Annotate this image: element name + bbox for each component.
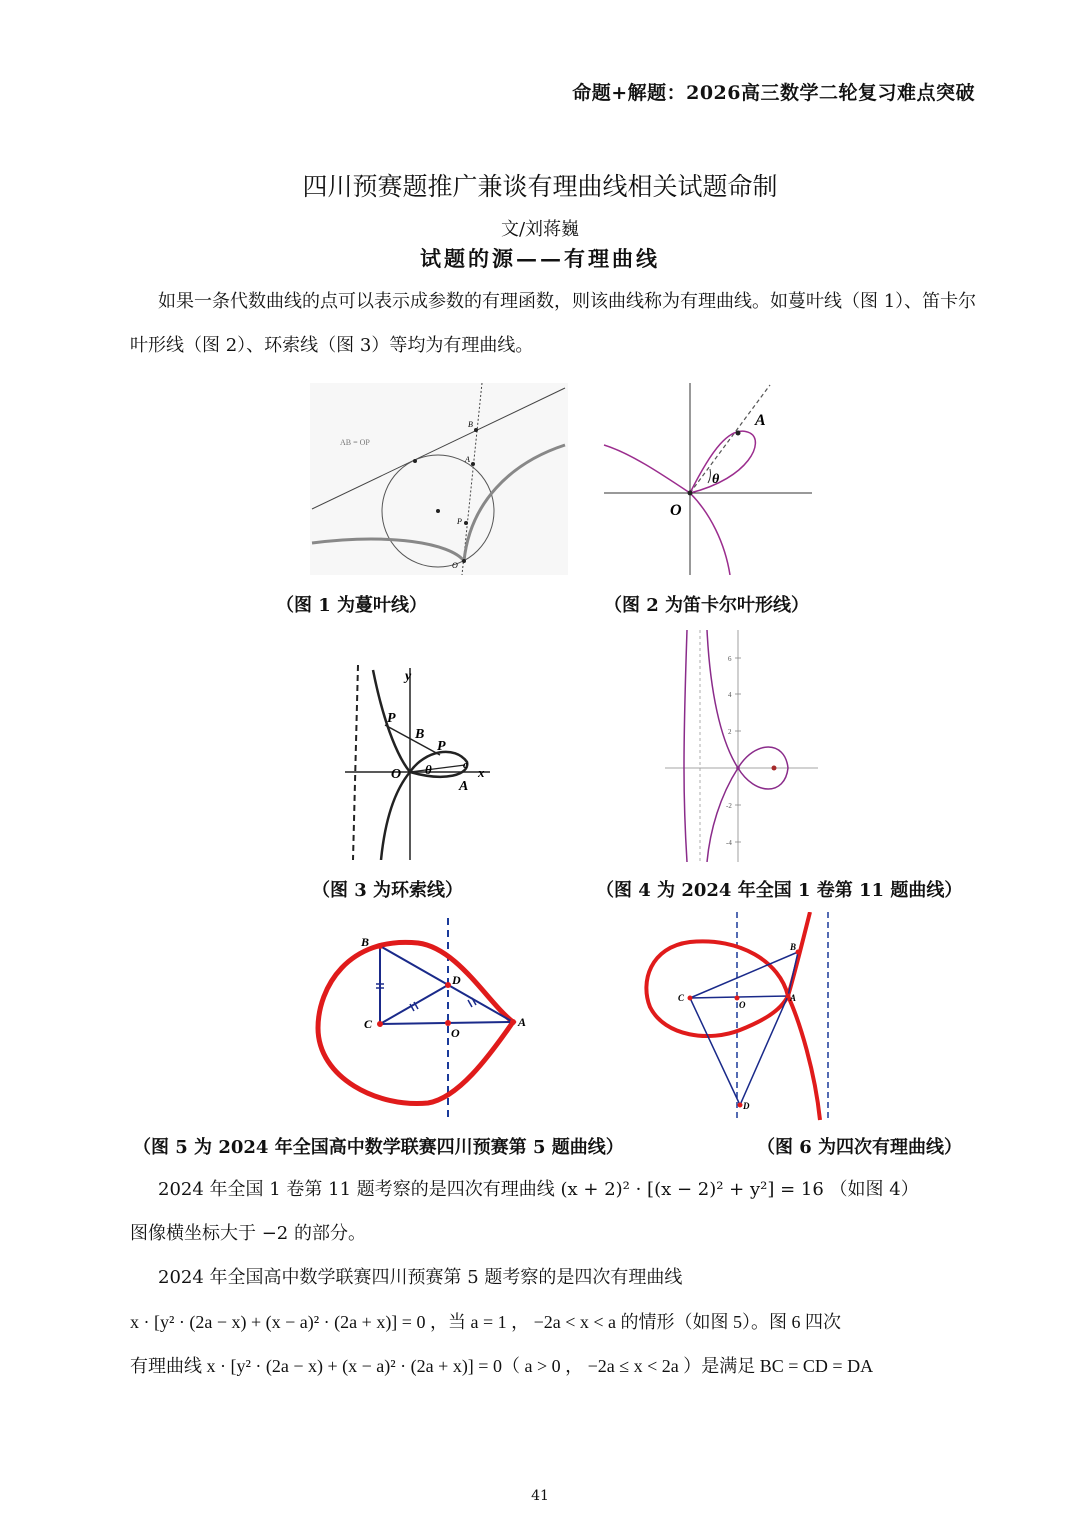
page-number: 41	[531, 1488, 549, 1504]
svg-text:-2: -2	[726, 802, 732, 810]
svg-text:P: P	[457, 517, 462, 526]
figure-3-strophoid	[345, 660, 495, 860]
svg-text:D: D	[452, 973, 461, 987]
author-line: 文/刘蒋巍	[500, 219, 580, 240]
figure-1-cissoid	[310, 383, 568, 575]
running-header: 命题+解题：2026高三数学二轮复习难点突破	[572, 82, 975, 104]
svg-text:C: C	[364, 1017, 373, 1031]
svg-text:θ: θ	[425, 762, 432, 777]
svg-text:B: B	[415, 727, 425, 742]
section-title: 试题的源——有理曲线	[420, 246, 660, 271]
figure-5-teardrop	[308, 918, 533, 1120]
para2-line2: 图像横坐标大于 −2 的部分。	[130, 1223, 366, 1244]
caption-fig5: （图 5 为 2024 年全国高中数学联赛四川预赛第 5 题曲线）	[133, 1137, 624, 1158]
svg-text:θ: θ	[712, 472, 720, 487]
svg-text:A: A	[755, 412, 766, 429]
caption-fig6: （图 6 为四次有理曲线）	[757, 1137, 963, 1158]
caption-fig4: （图 4 为 2024 年全国 1 卷第 11 题曲线）	[596, 880, 963, 901]
figure-6-quartic	[630, 912, 845, 1122]
svg-text:C: C	[678, 993, 685, 1003]
svg-text:P: P	[387, 711, 396, 726]
fig1-ab-op-label: AB = OP	[340, 438, 370, 447]
svg-text:D: D	[743, 1101, 750, 1111]
svg-text:4: 4	[728, 691, 732, 699]
svg-text:y: y	[405, 669, 412, 684]
caption-fig1: （图 1 为蔓叶线）	[276, 595, 428, 616]
caption-fig3: （图 3 为环索线）	[312, 880, 464, 901]
svg-text:A: A	[459, 779, 469, 794]
figure-4-quartic	[660, 630, 820, 862]
svg-text:O: O	[670, 502, 682, 519]
svg-text:6: 6	[728, 655, 732, 663]
svg-text:B: B	[468, 420, 473, 429]
svg-text:A: A	[465, 455, 470, 464]
figure-2-folium	[600, 383, 812, 575]
svg-text:A: A	[518, 1015, 527, 1029]
svg-text:B: B	[361, 935, 370, 949]
svg-text:O: O	[451, 1026, 460, 1040]
svg-text:O: O	[452, 561, 458, 570]
para3-line2: x · [y² · (2a − x) + (x − a)² · (2a + x)] = 0 ，当 a = 1 ， −2a < x < a 的情形（如图 5）。图 6 四次	[130, 1312, 842, 1332]
para3-line1: 2024 年全国高中数学联赛四川预赛第 5 题考察的是四次有理曲线	[158, 1267, 683, 1288]
caption-fig2: （图 2 为笛卡尔叶形线）	[604, 595, 810, 616]
para2-line1: 2024 年全国 1 卷第 11 题考察的是四次有理曲线 (x + 2)² · [(x − 2)² + y²] = 16 （如图 4）	[158, 1179, 919, 1200]
svg-text:P: P	[437, 739, 446, 754]
svg-text:B: B	[790, 942, 797, 952]
svg-text:c: c	[463, 759, 468, 771]
article-title: 四川预赛题推广兼谈有理曲线相关试题命制	[302, 172, 778, 201]
para3-line3: 有理曲线 x · [y² · (2a − x) + (x − a)² · (2a + x)] = 0（ a > 0 ， −2a ≤ x < 2a ）是满足 BC = CD = DA	[130, 1356, 874, 1376]
intro-paragraph: 如果一条代数曲线的点可以表示成参数的有理函数，则该曲线称为有理曲线。如蔓叶线（图 1）、笛卡尔叶形线（图 2）、环索线（图 3）等均为有理曲线。	[130, 291, 977, 356]
svg-text:O: O	[391, 767, 402, 782]
svg-text:A: A	[790, 993, 797, 1003]
svg-text:2: 2	[728, 728, 732, 736]
svg-text:O: O	[739, 1000, 746, 1010]
svg-text:-4: -4	[726, 839, 732, 847]
svg-text:x: x	[478, 765, 485, 780]
